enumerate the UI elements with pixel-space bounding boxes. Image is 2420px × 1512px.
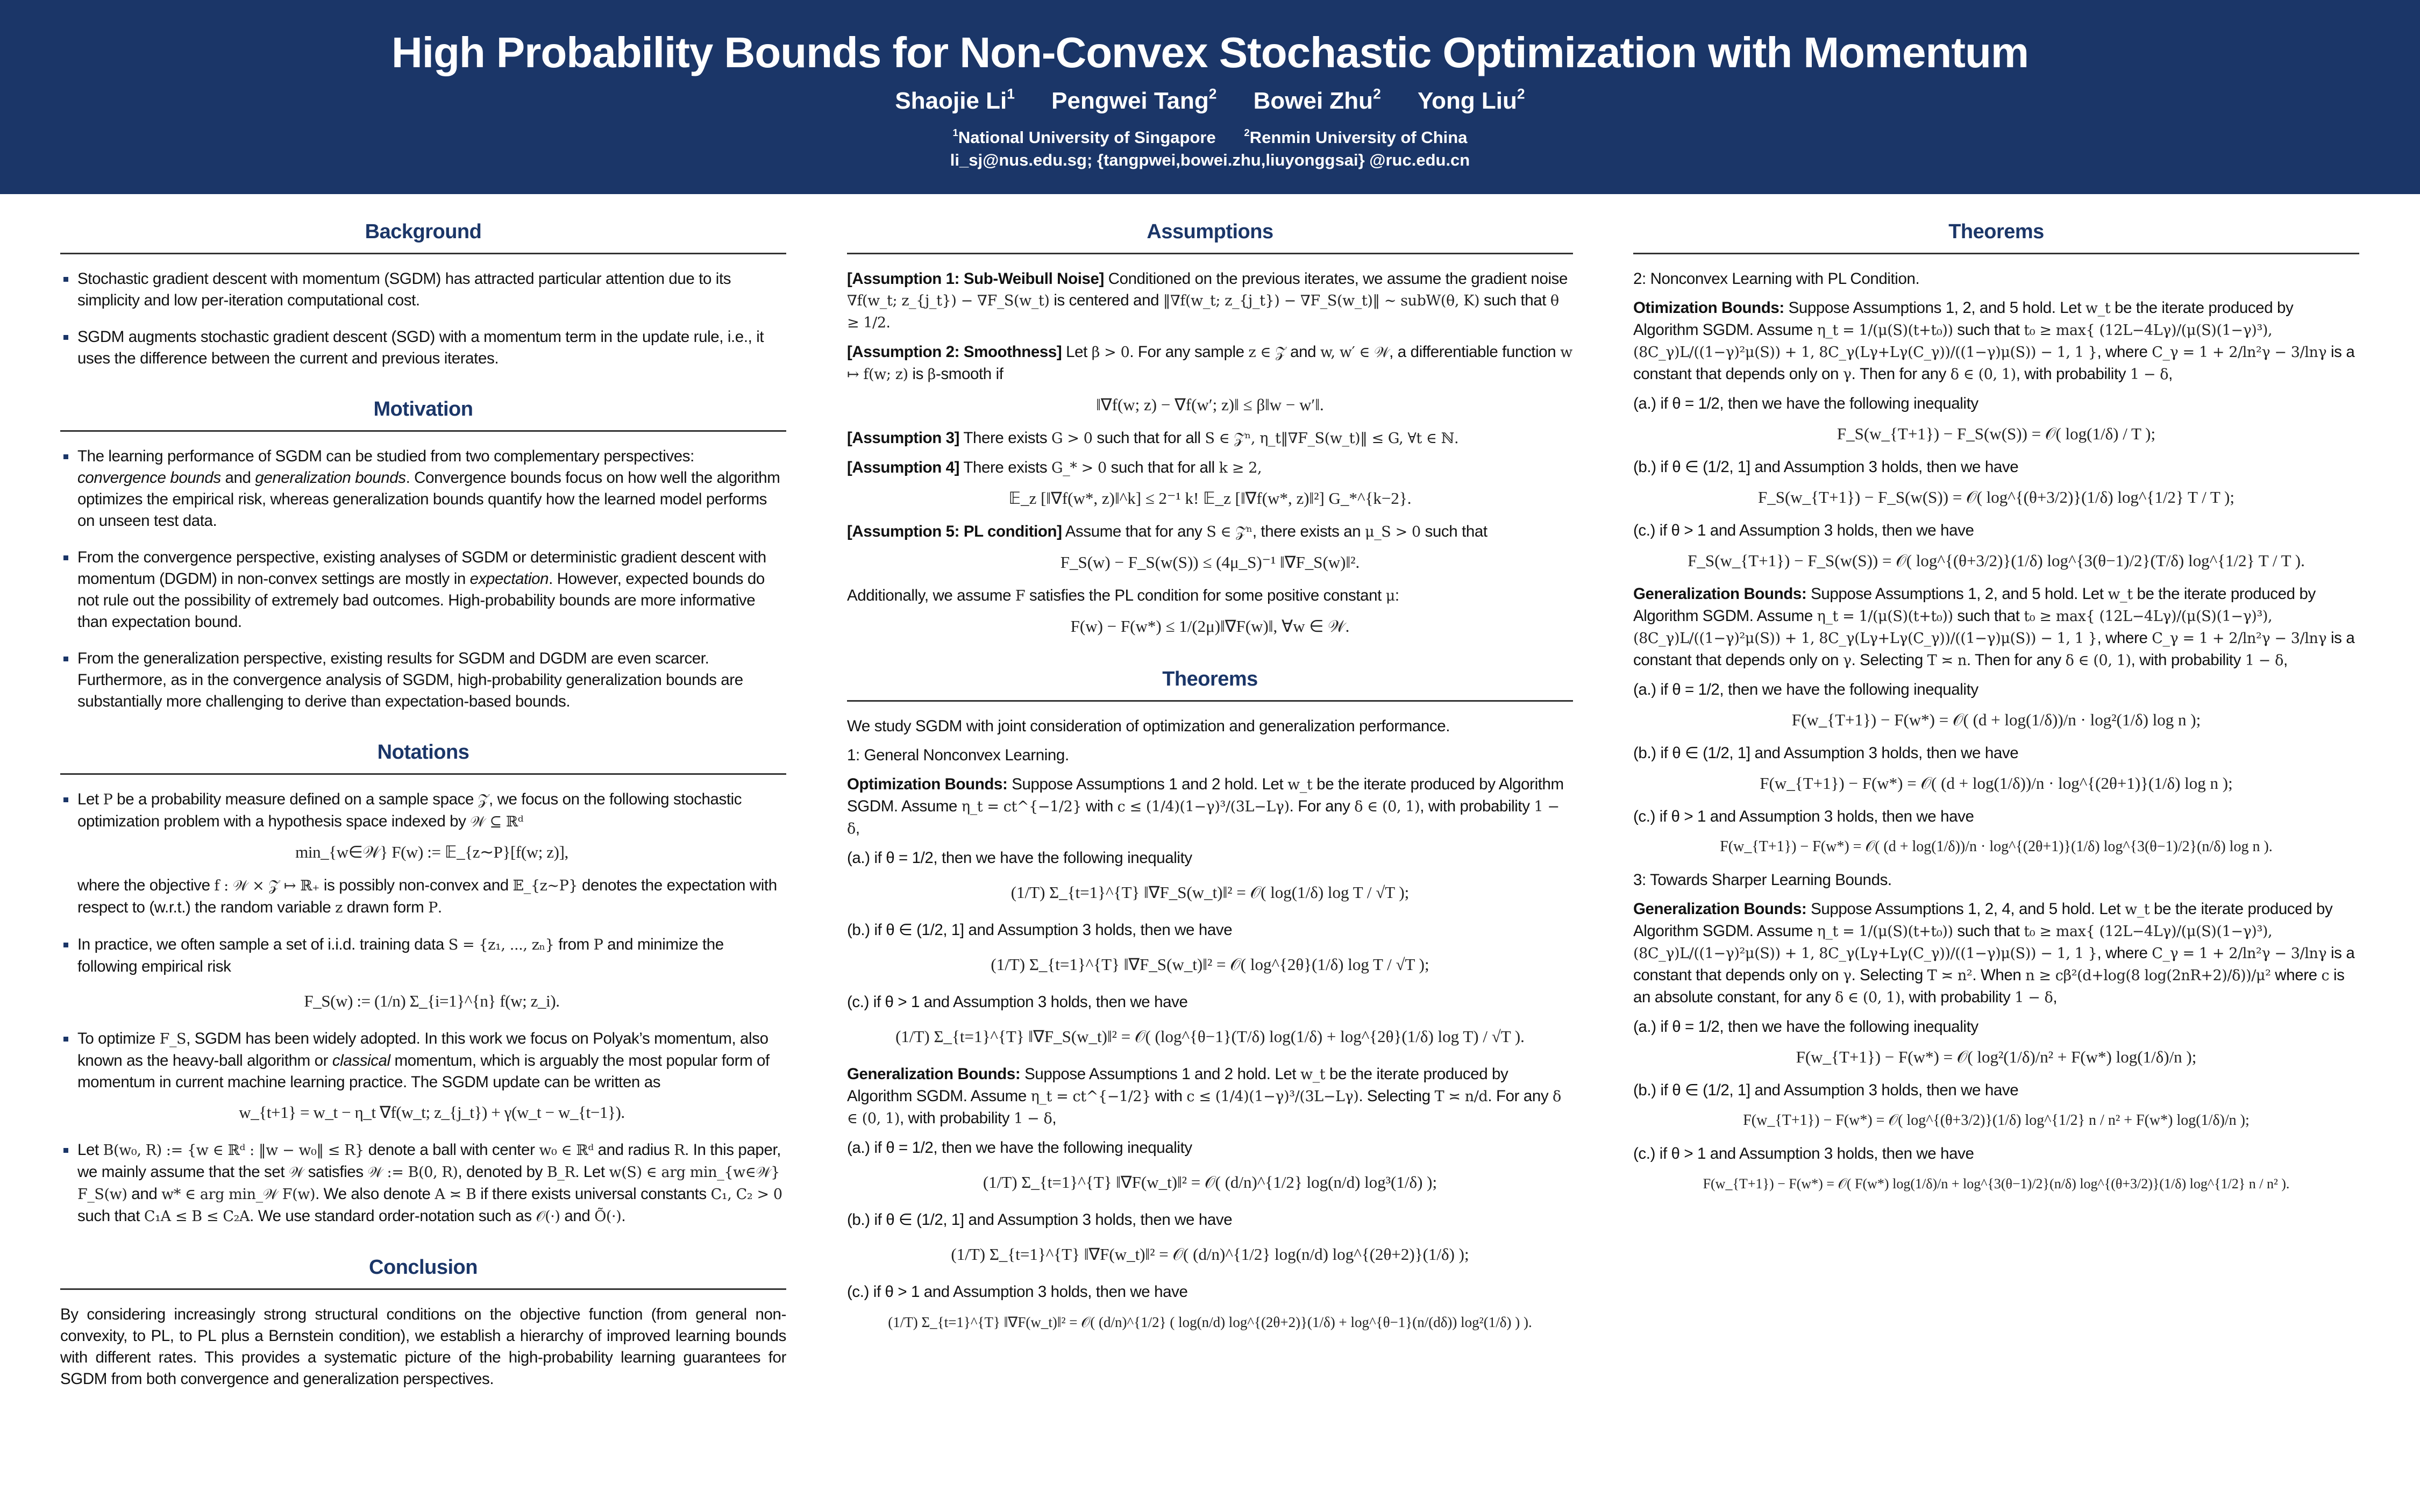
subsection-title: 3: Towards Sharper Learning Bounds.: [1633, 871, 1892, 889]
case-label: (a.) if θ = 1/2, then we have the following inequality: [1633, 681, 1978, 698]
equation: F(w_{T+1}) − F(w*) = 𝒪( (d + log(1/δ))/n · log^{(2θ+1)}(1/δ) log n );: [1760, 774, 2233, 793]
text: with: [1150, 1087, 1187, 1105]
math: c: [2321, 967, 2330, 984]
text: be the iterate produced by Algorithm SGDM. Assume: [847, 775, 1564, 815]
case-label: (c.) if θ > 1 and Assumption 3 holds, then we have: [847, 993, 1188, 1011]
text: . For any sample: [1129, 343, 1249, 361]
text: . Selecting: [1851, 651, 1927, 669]
author-name: Yong Liu: [1417, 88, 1517, 114]
math: η_t = 1/(μ(S)(t+t₀)): [1817, 608, 1953, 625]
math: η_t = 1/(μ(S)(t+t₀)): [1817, 322, 1953, 339]
math: F_S: [159, 1031, 187, 1047]
equation: F(w) − F(w*) ≤ 1/(2μ)‖∇F(w)‖, ∀w ∈ 𝒲.: [1070, 617, 1350, 636]
assumption-4: [847, 457, 1573, 479]
generalization-bounds: [847, 1064, 1573, 1130]
bullet-item: [60, 934, 786, 1013]
section-divider: [1633, 253, 2359, 254]
section-title-motivation: Motivation: [373, 398, 473, 420]
text: drawn form: [343, 898, 429, 916]
math: t₀ ≥ max{ (12L−4Lγ)/(μ(S)(1−γ)³), (8C_γ)L/((1−γ)²μ(S)) + 1, 8C_γ(Lγ+Lγ(C_γ))/((1−γ)μ(S)) − 1, 1 }: [1633, 608, 2273, 647]
text: , with probability: [1420, 797, 1534, 815]
math: T ≍ n/d: [1434, 1088, 1488, 1105]
math: 1 − δ: [2015, 989, 2053, 1006]
equation: 𝔼_z [‖∇f(w*, z)‖^k] ≤ 2⁻¹ k! 𝔼_z [‖∇f(w*, z)‖²] G_*^{k−2}.: [1008, 489, 1412, 508]
math: 𝒲 ⊆ ℝᵈ: [470, 814, 524, 830]
text: ,: [2053, 988, 2058, 1006]
bullet-item: [60, 1028, 786, 1124]
math: w_t: [2108, 586, 2133, 603]
equation: F(w_{T+1}) − F(w*) = 𝒪( log²(1/δ)/n² + F(w*) log(1/δ)/n );: [1796, 1047, 2197, 1066]
math: ∇f(w_t; z_{j_t}) − ∇F_S(w_t): [847, 293, 1050, 309]
case-label: (b.) if θ ∈ (1/2, 1] and Assumption 3 holds, then we have: [1633, 744, 2019, 762]
math: δ ∈ (0, 1): [1950, 366, 2016, 383]
section-divider: [60, 1288, 786, 1290]
text: where: [2270, 966, 2322, 984]
math: δ ∈ (0, 1): [2065, 652, 2131, 669]
optimization-bounds: [847, 774, 1573, 840]
bullet-item: [60, 446, 786, 532]
bullet-item: Stochastic gradient descent with momentum (SGDM) has attracted particular attention due to its simplicity and low per-iteration computational cost.: [60, 268, 786, 311]
text: from: [554, 936, 594, 953]
case-label: (c.) if θ > 1 and Assumption 3 holds, then we have: [1633, 522, 1974, 539]
text: , with probability: [2131, 651, 2245, 669]
math: 1 − δ: [1014, 1110, 1052, 1127]
assumption-label: [Assumption 3]: [847, 429, 960, 447]
text: . We also denote: [315, 1185, 435, 1203]
bounds-label: Generalization Bounds:: [1633, 900, 1807, 918]
text: Additionally, we assume: [847, 587, 1015, 604]
equation: (1/T) Σ_{t=1}^{T} ‖∇F_S(w_t)‖² = 𝒪( log^{2θ}(1/δ) log T / √T );: [991, 955, 1429, 974]
math: w* ∈ arg min_𝒲 F(w): [161, 1186, 316, 1203]
subsection-title: 1: General Nonconvex Learning.: [847, 746, 1069, 764]
math: w ↦ f(w; z): [847, 344, 1572, 383]
text: . Then for any: [1851, 365, 1951, 383]
text: satisfies: [303, 1163, 368, 1181]
text: is a constant that depends only on: [1633, 629, 2355, 669]
math: β: [927, 366, 936, 383]
case-label: (c.) if θ > 1 and Assumption 3 holds, then we have: [1633, 1145, 1974, 1162]
text: , with probability: [2016, 365, 2130, 383]
text: denote a ball with center: [364, 1141, 539, 1159]
author: [1253, 85, 1381, 114]
math: μ_S > 0: [1365, 524, 1421, 540]
text: ,: [1052, 1109, 1057, 1127]
author-name: Bowei Zhu: [1253, 88, 1373, 114]
assumption-label: [Assumption 5: PL condition]: [847, 523, 1062, 540]
bounds-label: Generalization Bounds:: [1633, 585, 1807, 603]
math: 𝔼_{z∼P}: [513, 878, 578, 894]
case-label: (b.) if θ ∈ (1/2, 1] and Assumption 3 holds, then we have: [1633, 1081, 2019, 1099]
text: In practice, we often sample a set of i.i.d. training data: [77, 936, 449, 953]
equation: F_S(w) := (1/n) Σ_{i=1}^{n} f(w; z_i).: [304, 992, 560, 1010]
section-divider: [60, 773, 786, 775]
text: is possibly non-convex and: [319, 876, 513, 894]
text: . Selecting: [1851, 966, 1927, 984]
equation: min_{w∈𝒲} F(w) := 𝔼_{z∼P}[f(w; z)],: [295, 843, 568, 861]
section-title-theorems: Theorems: [1162, 668, 1258, 690]
math: η_t = ct^{−1/2}: [1030, 1088, 1151, 1105]
math: 𝒲 := B(0, R): [367, 1164, 458, 1181]
text: The learning performance of SGDM can be studied from two complementary perspectives:: [77, 447, 694, 465]
equation: (1/T) Σ_{t=1}^{T} ‖∇F(w_t)‖² = 𝒪( (d/n)^{1/2} ( log(n/d) log^{(2θ+2)}(1/δ) + log^{θ−1}(n/(dδ)) log²(1/δ) ) ).: [888, 1314, 1532, 1330]
math: δ ∈ (0, 1): [847, 1088, 1561, 1127]
section-title-assumptions: Assumptions: [1147, 220, 1273, 243]
text: such that: [77, 1207, 144, 1225]
text: and: [220, 469, 255, 487]
text: ,: [2283, 651, 2288, 669]
equation: (1/T) Σ_{t=1}^{T} ‖∇F_S(w_t)‖² = 𝒪( (log^{θ−1}(T/δ) log(1/δ) + log^{2θ}(1/δ) log T) / √T ).: [895, 1027, 1525, 1046]
text: with: [1081, 797, 1118, 815]
assumption-5: [847, 521, 1573, 543]
pl-note: [847, 585, 1573, 607]
text: , where: [2097, 944, 2152, 962]
left-column: [60, 218, 786, 1397]
author-sup: 1: [1007, 85, 1015, 102]
text: such that: [1420, 523, 1487, 540]
text: . We use standard order-notation such as: [250, 1207, 536, 1225]
bullet-item: [60, 1139, 786, 1228]
affiliation-sup: 2: [1244, 126, 1250, 138]
text: , where: [2097, 629, 2152, 647]
math: C_γ = 1 + 2/ln²γ − 3/lnγ: [2152, 945, 2327, 962]
text: , with probability: [899, 1109, 1014, 1127]
affiliations: [0, 126, 2420, 149]
author-list: [0, 85, 2420, 117]
math: G_* > 0: [1051, 460, 1107, 476]
text: . Selecting: [1358, 1087, 1435, 1105]
text: ,: [855, 819, 860, 837]
text: . For any: [1487, 1087, 1553, 1105]
section-title-theorems: Theorems: [1948, 220, 2044, 243]
math: z ∈ 𝒵: [1248, 344, 1286, 361]
text: such that: [1953, 607, 2024, 625]
math: P: [593, 937, 603, 953]
assumption-2: [847, 341, 1573, 386]
math: B(w₀, R) := {w ∈ ℝᵈ : ‖w − w₀‖ ≤ R}: [103, 1142, 364, 1159]
math: γ: [1842, 967, 1852, 984]
text: , there exists an: [1252, 523, 1365, 540]
text: be the iterate produced by Algorithm SGDM. Assume: [1633, 900, 2333, 940]
text: and: [1286, 343, 1320, 361]
math: w_t: [1300, 1066, 1326, 1083]
equation: (1/T) Σ_{t=1}^{T} ‖∇F(w_t)‖² = 𝒪( (d/n)^{1/2} log(n/d) log^{(2θ+2)}(1/δ) );: [951, 1245, 1469, 1264]
assumption-label: [Assumption 1: Sub-Weibull Noise]: [847, 270, 1104, 288]
text: and minimize the following empirical risk: [77, 936, 724, 975]
poster-title: High Probability Bounds for Non-Convex Stochastic Optimization with Momentum: [391, 28, 2029, 76]
theorems-intro: We study SGDM with joint consideration of optimization and generalization performance.: [847, 717, 1450, 735]
math: S ∈ 𝒵ⁿ: [1206, 524, 1252, 540]
math: S ∈ 𝒵ⁿ, η_t‖∇F_S(w_t)‖ ≤ G, ∀t ∈ ℕ.: [1205, 430, 1459, 447]
case-label: (a.) if θ = 1/2, then we have the following inequality: [847, 1139, 1192, 1157]
equation: (1/T) Σ_{t=1}^{T} ‖∇F_S(w_t)‖² = 𝒪( log(1/δ) log T / √T );: [1010, 883, 1410, 902]
equation: (1/T) Σ_{t=1}^{T} ‖∇F(w_t)‖² = 𝒪( (d/n)^{1/2} log(n/d) log³(1/δ) );: [983, 1173, 1437, 1192]
equation: w_{t+1} = w_t − η_t ∇f(w_t; z_{j_t}) + γ(w_t − w_{t−1}).: [239, 1103, 625, 1122]
math: z: [335, 900, 343, 916]
poster-header: [0, 0, 2420, 194]
math: P: [428, 900, 438, 916]
affiliation: [953, 128, 1216, 147]
text: . Convergence bounds focus on how well the algorithm optimizes the empirical risk, whereas generalization bounds quantify how the learned model performs on unseen test data.: [77, 469, 780, 530]
math: C₁A ≤ B ≤ C₂A: [144, 1208, 250, 1225]
text: is a constant that depends only on: [1633, 343, 2355, 383]
math: 1 − δ: [2130, 366, 2169, 383]
text: such that: [1953, 922, 2024, 940]
assumption-label: [Assumption 2: Smoothness]: [847, 343, 1062, 361]
author: [895, 85, 1015, 114]
text: if there exists universal constants: [476, 1185, 711, 1203]
section-divider: [60, 430, 786, 432]
bullet-item: SGDM augments stochastic gradient descent (SGD) with a momentum term in the update rule, i.e., it uses the difference between the current and previous iterates.: [60, 326, 786, 369]
math: θ ≥ 1/2: [847, 293, 1559, 331]
math: δ ∈ (0, 1): [1835, 989, 1901, 1006]
affiliation-name: National University of Singapore: [958, 128, 1216, 147]
math: η_t = 1/(μ(S)(t+t₀)): [1817, 923, 1953, 940]
assumption-label: [Assumption 4]: [847, 459, 960, 476]
author-name: Pengwei Tang: [1051, 88, 1209, 114]
motivation-list: [60, 446, 786, 712]
bullet-item: From the generalization perspective, existing results for SGDM and DGDM are even scarcer. Furthermore, as in the convergence analysis of SGDM, high-probability generalization bounds are substantially more challenging to derive than expectation-based bounds.: [60, 648, 786, 712]
subsection-title: 2: Nonconvex Learning with PL Condition.: [1633, 270, 1920, 288]
text: . In this paper, we mainly assume that the set: [77, 1141, 781, 1181]
text: . However, expected bounds do not rule out the possibility of extremely bad outcomes. High-probability bounds are more informative than expectation bound.: [77, 570, 765, 631]
case-label: (c.) if θ > 1 and Assumption 3 holds, then we have: [1633, 808, 1974, 825]
math: F: [1015, 588, 1026, 604]
case-label: (b.) if θ ∈ (1/2, 1] and Assumption 3 holds, then we have: [847, 1211, 1233, 1229]
section-title-conclusion: Conclusion: [369, 1256, 478, 1279]
math: μ: [1385, 588, 1395, 604]
emphasis: generalization bounds: [255, 469, 406, 487]
author-sup: 2: [1517, 85, 1525, 102]
text: such that for all: [1106, 459, 1219, 476]
text: Suppose Assumptions 1 and 2 hold. Let: [1007, 775, 1288, 793]
text: be a probability measure defined on a sample space: [112, 790, 478, 808]
text: momentum, which is arguably the most popular form of momentum in current machine learning practice. The SGDM update can be written as: [77, 1052, 770, 1091]
math: c ≤ (1/4)(1−γ)³/(3L−Lγ): [1186, 1088, 1359, 1105]
section-title-notations: Notations: [377, 741, 469, 764]
text: There exists: [959, 459, 1052, 476]
math: 1 − δ: [2245, 652, 2283, 669]
text: be the iterate produced by Algorithm SGDM. Assume: [1633, 585, 2316, 625]
author-sup: 2: [1373, 85, 1381, 102]
equation: F(w_{T+1}) − F(w*) = 𝒪( (d + log(1/δ))/n · log²(1/δ) log n );: [1791, 710, 2201, 729]
equation: F(w_{T+1}) − F(w*) = 𝒪( log^{(θ+3/2)}(1/δ) log^{1/2} n / n² + F(w*) log(1/δ)/n );: [1743, 1112, 2250, 1129]
text: , where: [2097, 343, 2152, 361]
text: , denoted by: [458, 1163, 547, 1181]
author-name: Shaojie Li: [895, 88, 1007, 114]
author-sup: 2: [1208, 85, 1217, 102]
equation: F(w_{T+1}) − F(w*) = 𝒪( F(w*) log(1/δ)/n + log^{3(θ−1)/2}(n/δ) log^{(θ+3/2)}(1/δ) log^{1/2} n / n² ).: [1703, 1176, 2290, 1192]
math: G > 0: [1051, 430, 1093, 447]
math: δ ∈ (0, 1): [1354, 798, 1420, 815]
math: w(S) ∈ arg min_{w∈𝒲} F_S(w): [77, 1164, 780, 1203]
text: such that for all: [1092, 429, 1205, 447]
conclusion-text: By considering increasingly strong structural conditions on the objective function (from general non-convexity, to PL, to PL plus a Bernstein condition), we establish a hierarchy of improved learning bounds with different rates. This provides a systematic picture of the high-probability learning guarantees for SGDM from both convergence and generalization perspectives.: [60, 1306, 786, 1388]
middle-column: [847, 218, 1573, 1345]
text: is an absolute constant, for any: [1633, 966, 2345, 1006]
author-emails: li_sj@nus.edu.sg; {tangpwei,bowei.zhu,liuyonggsai} @ruc.edu.cn: [950, 151, 1470, 169]
optimization-bounds: [1633, 297, 2359, 386]
text: where the objective: [77, 876, 215, 894]
text: .: [437, 898, 442, 916]
math: S = {z₁, ..., zₙ}: [448, 937, 554, 953]
math: t₀ ≥ max{ (12L−4Lγ)/(μ(S)(1−γ)³), (8C_γ)L/((1−γ)²μ(S)) + 1, 8C_γ(Lγ+Lγ(C_γ))/((1−γ)μ(S)) − 1, 1 }: [1633, 322, 2273, 361]
case-label: (a.) if θ = 1/2, then we have the following inequality: [1633, 395, 1978, 412]
math: T ≍ n²: [1927, 967, 1973, 984]
bullet-item: [60, 547, 786, 633]
text: Suppose Assumptions 1, 2, and 5 hold. Let: [1784, 299, 2086, 317]
text: and: [560, 1207, 595, 1225]
text: is a constant that depends only on: [1633, 944, 2355, 984]
text: be the iterate produced by Algorithm SGDM. Assume: [1633, 299, 2294, 339]
math: w_t: [2124, 901, 2150, 918]
math: n ≥ cβ²(d+log(8 log(2nR+2)/δ))/μ²: [2025, 967, 2271, 984]
text: .: [886, 313, 891, 331]
text: There exists: [959, 429, 1052, 447]
math: P: [103, 791, 113, 808]
math: w_t: [2085, 300, 2111, 317]
notations-list: [60, 789, 786, 1228]
math: η_t = ct^{−1/2}: [961, 798, 1082, 815]
math: ‖∇f(w_t; z_{j_t}) − ∇F_S(w_t)‖ ∼ subW(θ, K): [1163, 293, 1480, 309]
equation: F_S(w) − F_S(w(S)) ≤ (4μ_S)⁻¹ ‖∇F_S(w)‖².: [1060, 553, 1360, 572]
case-label: (b.) if θ ∈ (1/2, 1] and Assumption 3 holds, then we have: [847, 921, 1233, 939]
text: To optimize: [77, 1030, 160, 1047]
text: . Then for any: [1966, 651, 2066, 669]
math: 𝒲: [289, 1164, 304, 1181]
math: f : 𝒲 × 𝒵 ↦ ℝ₊: [214, 878, 320, 894]
text: denotes the expectation with respect to (w.r.t.) the random variable: [77, 876, 777, 916]
equation: F_S(w_{T+1}) − F_S(w(S)) = 𝒪( log(1/δ) / T );: [1837, 424, 2156, 443]
math: B_R: [546, 1164, 575, 1181]
text: Suppose Assumptions 1 and 2 hold. Let: [1020, 1065, 1300, 1083]
case-label: (c.) if θ > 1 and Assumption 3 holds, then we have: [847, 1283, 1188, 1301]
section-divider: [847, 700, 1573, 702]
math: 𝒪(·): [536, 1208, 560, 1225]
sharper-generalization-bounds: [1633, 898, 2359, 1009]
math: w_t: [1287, 776, 1313, 793]
math: w, w′ ∈ 𝒲: [1320, 344, 1390, 361]
text: is: [908, 365, 928, 383]
math: 𝒵: [478, 791, 489, 808]
bounds-label: Optimization Bounds:: [847, 775, 1008, 793]
text: Let: [1062, 343, 1092, 361]
text: Suppose Assumptions 1, 2, and 5 hold. Let: [1806, 585, 2108, 603]
assumption-1: [847, 268, 1573, 334]
case-label: (a.) if θ = 1/2, then we have the following inequality: [847, 849, 1192, 867]
affiliation: [1244, 128, 1467, 147]
math: t₀ ≥ max{ (12L−4Lγ)/(μ(S)(1−γ)³), (8C_γ)L/((1−γ)²μ(S)) + 1, 8C_γ(Lγ+Lγ(C_γ))/((1−γ)μ(S)) − 1, 1 }: [1633, 923, 2273, 962]
text: such that: [1479, 291, 1550, 309]
text: . For any: [1289, 797, 1355, 815]
generalization-bounds: [1633, 583, 2359, 672]
right-column: [1633, 218, 2359, 1207]
math: C_γ = 1 + 2/ln²γ − 3/lnγ: [2152, 630, 2327, 647]
case-label: (a.) if θ = 1/2, then we have the following inequality: [1633, 1018, 1978, 1036]
text: , a differentiable function: [1389, 343, 1561, 361]
text: such that: [1953, 321, 2024, 339]
emphasis: classical: [332, 1052, 390, 1069]
text: Suppose Assumptions 1, 2, 4, and 5 hold. Let: [1806, 900, 2125, 918]
text: , we focus on the following stochastic optimization problem with a hypothesis space indexed by: [77, 790, 742, 830]
math: γ: [1842, 652, 1852, 669]
text: Conditioned on the previous iterates, we assume the gradient noise: [1104, 270, 1568, 288]
equation: F_S(w_{T+1}) − F_S(w(S)) = 𝒪( log^{(θ+3/2)}(1/δ) log^{3(θ−1)/2}(T/δ) log^{1/2} T / T ).: [1688, 551, 2305, 570]
text: .: [621, 1207, 626, 1225]
math: C₁, C₂ > 0: [710, 1186, 782, 1203]
equation: F(w_{T+1}) − F(w*) = 𝒪( (d + log(1/δ))/n · log^{(2θ+1)}(1/δ) log^{3(θ−1)/2}(n/δ) log n ).: [1720, 838, 2273, 855]
text: From the convergence perspective, existing analyses of SGDM or deterministic gradient descent with momentum (DGDM) in non-convex settings are mostly in: [77, 548, 766, 588]
text: Let: [77, 790, 103, 808]
text: Let: [77, 1141, 103, 1159]
text: satisfies the PL condition for some positive constant: [1025, 587, 1386, 604]
section-title-background: Background: [365, 220, 482, 243]
equation: ‖∇f(w; z) − ∇f(w′; z)‖ ≤ β‖w − w′‖.: [1096, 395, 1324, 414]
text: -smooth if: [936, 365, 1003, 383]
bullet-item: [60, 789, 786, 919]
emphasis: convergence bounds: [77, 469, 221, 487]
author: [1051, 85, 1217, 114]
emphasis: expectation: [469, 570, 549, 588]
section-divider: [60, 253, 786, 254]
math: w₀ ∈ ℝᵈ: [539, 1142, 594, 1159]
text: . Let: [575, 1163, 609, 1181]
math: A ≍ B: [435, 1186, 476, 1203]
bounds-label: Generalization Bounds:: [847, 1065, 1021, 1083]
math: c ≤ (1/4)(1−γ)³/(3L−Lγ): [1117, 798, 1290, 815]
math: k ≥ 2,: [1219, 460, 1262, 476]
author: [1417, 85, 1525, 114]
text: , with probability: [1901, 988, 2015, 1006]
section-divider: [847, 253, 1573, 254]
bounds-label: Otimization Bounds:: [1633, 299, 1784, 317]
affiliation-name: Renmin University of China: [1249, 128, 1468, 147]
text: :: [1394, 587, 1399, 604]
assumption-3: [847, 427, 1573, 450]
case-label: (b.) if θ ∈ (1/2, 1] and Assumption 3 holds, then we have: [1633, 458, 2019, 476]
text: ,: [2168, 365, 2173, 383]
text: be the iterate produced by Algorithm SGDM. Assume: [847, 1065, 1508, 1105]
math: T ≍ n: [1927, 652, 1967, 669]
text: , SGDM has been widely adopted. In this work we focus on Polyak’s momentum, also known as the heavy-ball algorithm or: [77, 1030, 768, 1069]
text: and: [127, 1185, 162, 1203]
text: and radius: [593, 1141, 674, 1159]
text: Assume that for any: [1062, 523, 1207, 540]
math: γ: [1842, 366, 1852, 383]
math: β > 0: [1091, 344, 1130, 361]
math: 1 − δ: [847, 798, 1560, 837]
affiliation-sup: 1: [952, 126, 958, 138]
text: is centered and: [1049, 291, 1163, 309]
math: R: [674, 1142, 685, 1159]
math: Õ(·): [594, 1208, 622, 1225]
text: . When: [1972, 966, 2026, 984]
equation: F_S(w_{T+1}) − F_S(w(S)) = 𝒪( log^{(θ+3/2)}(1/δ) log^{1/2} T / T );: [1757, 488, 2234, 507]
background-list: [60, 268, 786, 369]
math: C_γ = 1 + 2/ln²γ − 3/lnγ: [2152, 344, 2327, 361]
